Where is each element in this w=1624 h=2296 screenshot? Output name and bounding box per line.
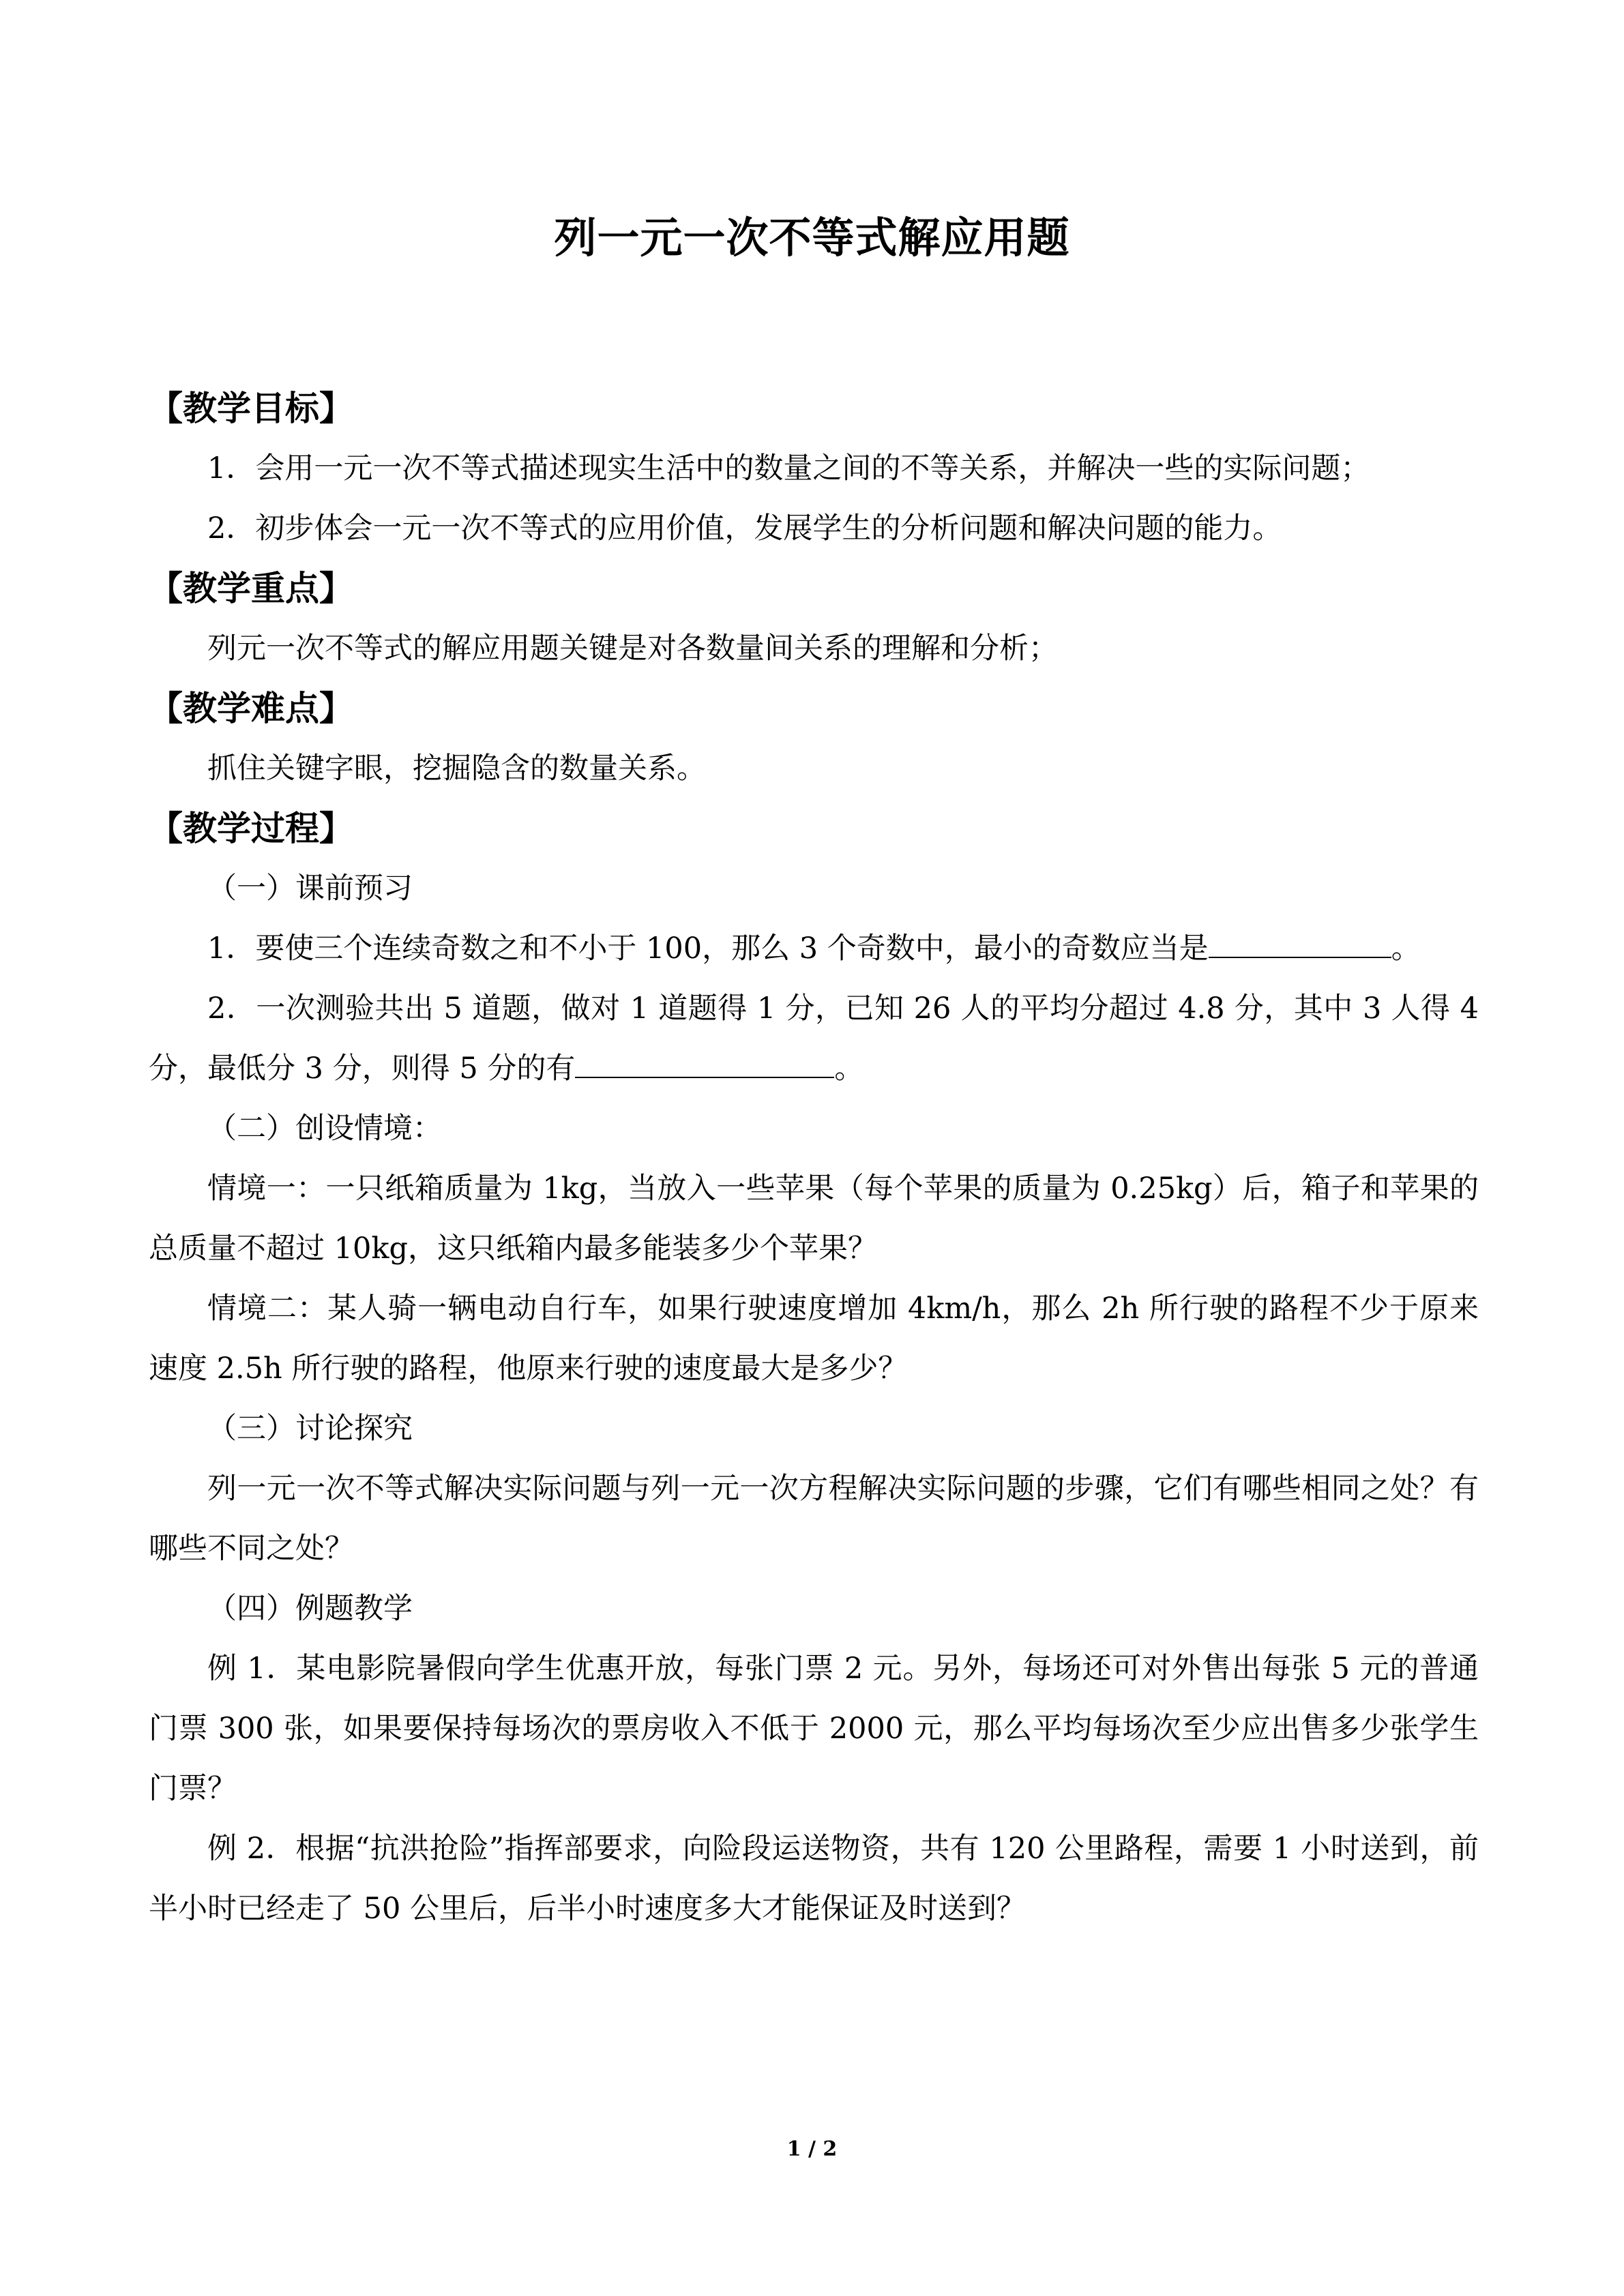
preview-question-1-end: 。 bbox=[1391, 931, 1421, 966]
goal-item-2: 2．初步体会一元一次不等式的应用价值，发展学生的分析问题和解决问题的能力。 bbox=[207, 511, 1282, 546]
section-heading-key-points: 【教学重点】 bbox=[149, 569, 353, 608]
difficulties-text: 抓住关键字眼，挖掘隐含的数量关系。 bbox=[207, 751, 706, 786]
page-number: 1 / 2 bbox=[786, 2137, 838, 2161]
subsection-examples-label: （四）例题教学 bbox=[207, 1592, 413, 1626]
example-1: 例 1．某电影院暑假向学生优惠开放，每张门票 2 元。另外，每场还可对外售出每张 5 元的普通门票 300 张，如果要保持每场次的票房收入不低于 2000 元，那么平均每场次至少应出售多少张学生门票？ bbox=[149, 1652, 1479, 1806]
document-body bbox=[149, 378, 1479, 1939]
subsection-preview-label: （一）课前预习 bbox=[207, 871, 413, 906]
preview-question-2 bbox=[149, 979, 1479, 1099]
preview-question-2-end: 。 bbox=[834, 1052, 864, 1086]
preview-question-1 bbox=[149, 919, 1479, 979]
subsection-discussion-label: （三）讨论探究 bbox=[207, 1412, 413, 1446]
answer-blank-2 bbox=[575, 1050, 834, 1078]
preview-question-1-text: 1．要使三个连续奇数之和不小于 100，那么 3 个奇数中，最小的奇数应当是 bbox=[207, 931, 1209, 966]
scenario-2: 情境二：某人骑一辆电动自行车，如果行驶速度增加 4km/h，那么 2h 所行驶的路程不少于原来速度 2.5h 所行驶的路程，他原来行驶的速度最大是多少？ bbox=[149, 1292, 1479, 1386]
discussion-text: 列一元一次不等式解决实际问题与列一元一次方程解决实际问题的步骤，它们有哪些相同之处？有哪些不同之处？ bbox=[149, 1472, 1479, 1566]
section-heading-goals: 【教学目标】 bbox=[149, 389, 353, 428]
preview-question-2-text: 2．一次测验共出 5 道题，做对 1 道题得 1 分，已知 26 人的平均分超过 4.8 分，其中 3 人得 4 分，最低分 3 分，则得 5 分的有 bbox=[149, 992, 1479, 1086]
goal-item-1: 1．会用一元一次不等式描述现实生活中的数量之间的不等关系，并解决一些的实际问题； bbox=[207, 451, 1370, 486]
example-2: 例 2．根据“抗洪抢险”指挥部要求，向险段运送物资，共有 120 公里路程，需要 1 小时送到，前半小时已经走了 50 公里后，后半小时速度多大才能保证及时送到？ bbox=[149, 1832, 1479, 1926]
subsection-scenario-label: （二）创设情境： bbox=[207, 1112, 442, 1146]
answer-blank-1 bbox=[1209, 930, 1391, 958]
scenario-1: 情境一：一只纸箱质量为 1kg，当放入一些苹果（每个苹果的质量为 0.25kg）后，箱子和苹果的总质量不超过 10kg，这只纸箱内最多能装多少个苹果？ bbox=[149, 1172, 1479, 1266]
document-title: 列一元一次不等式解应用题 bbox=[554, 213, 1070, 263]
section-heading-difficulties: 【教学难点】 bbox=[149, 689, 353, 728]
key-points-text: 列元一次不等式的解应用题关键是对各数量间关系的理解和分析； bbox=[207, 631, 1058, 666]
section-heading-process: 【教学过程】 bbox=[149, 809, 353, 848]
